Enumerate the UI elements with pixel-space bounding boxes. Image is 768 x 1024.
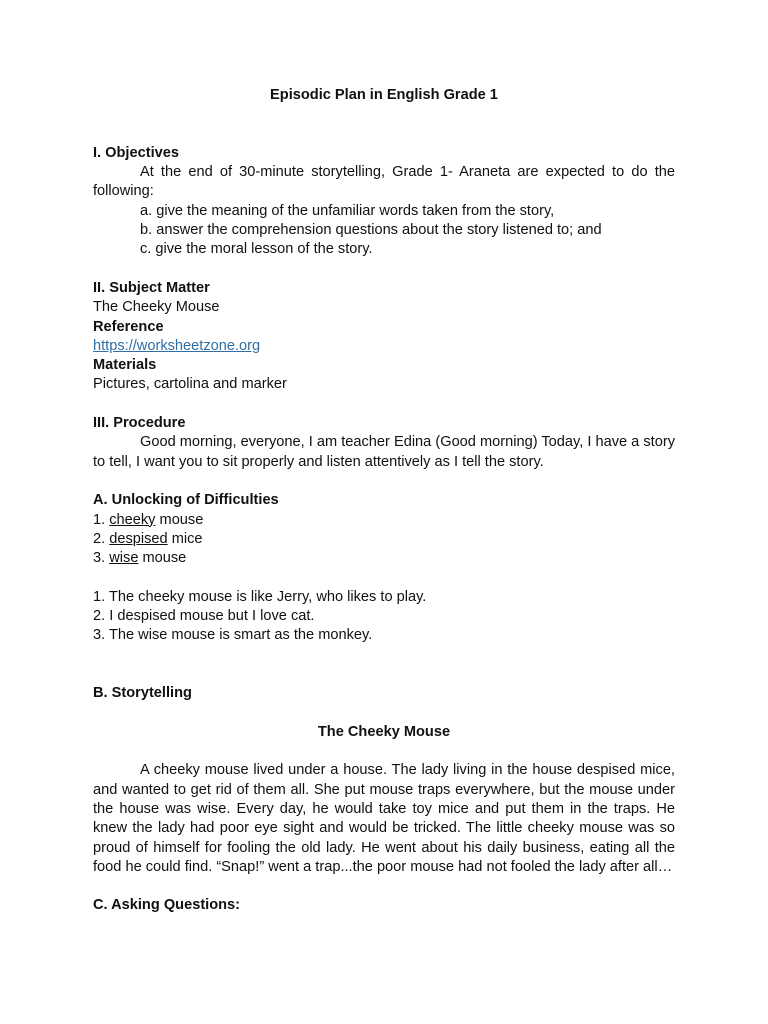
vocab-sentence-2: 2. I despised mouse but I love cat.: [93, 608, 315, 625]
vocab-word-3: 3. wise mouse: [93, 550, 187, 567]
story-title: The Cheeky Mouse: [317, 723, 451, 740]
vocab-term: cheeky: [109, 511, 156, 528]
asking-questions-heading: C. Asking Questions:: [93, 897, 241, 914]
subject-topic: The Cheeky Mouse: [93, 299, 220, 316]
procedure-heading: III. Procedure: [93, 415, 186, 432]
objective-item-c: c. give the moral lesson of the story.: [140, 241, 373, 258]
unlocking-heading: A. Unlocking of Difficulties: [93, 492, 279, 509]
vocab-sentence-3: 3. The wise mouse is smart as the monkey.: [93, 627, 373, 644]
vocab-sentence-1: 1. The cheeky mouse is like Jerry, who likes to play.: [93, 588, 427, 605]
objective-item-a: a. give the meaning of the unfamiliar words taken from the story,: [140, 202, 555, 219]
procedure-intro: Good morning, everyone, I am teacher Edina (Good morning) Today, I have a story to tell, I want you to sit properly and listen attentively as I tell the story.: [93, 434, 675, 470]
vocab-word-1: 1. cheeky mouse: [93, 511, 204, 528]
vocab-term: despised: [109, 530, 168, 547]
storytelling-heading: B. Storytelling: [93, 685, 192, 702]
reference-label: Reference: [93, 318, 164, 335]
objectives-heading: I. Objectives: [93, 144, 179, 161]
materials-label: Materials: [93, 357, 157, 374]
subject-matter-heading: II. Subject Matter: [93, 279, 210, 296]
document-title: Episodic Plan in English Grade 1: [270, 87, 498, 103]
objectives-intro: At the end of 30-minute storytelling, Grade 1- Araneta are expected to do the following:: [93, 164, 675, 200]
vocab-word-2: 2. despised mice: [93, 530, 203, 547]
vocab-term: wise: [109, 550, 139, 567]
story-text: A cheeky mouse lived under a house. The lady living in the house despised mice, and wanted to get rid of them all. She put mouse traps everywhere, but the mouse under the house was wise. Every day, he would take toy mice and put them in the traps. He knew the lady had poor eye sight and would be tricked. The little cheeky mouse was so proud of himself for fooling the old lady. He went about his daily business, eating all the food he could find. “Snap!” went a trap...the poor mouse had not fooled the lady after all…: [93, 762, 675, 875]
reference-link[interactable]: https://worksheetzone.org: [93, 337, 261, 354]
objective-item-b: b. answer the comprehension questions about the story listened to; and: [140, 222, 602, 239]
document-page: [93, 86, 675, 916]
materials-text: Pictures, cartolina and marker: [93, 376, 287, 393]
